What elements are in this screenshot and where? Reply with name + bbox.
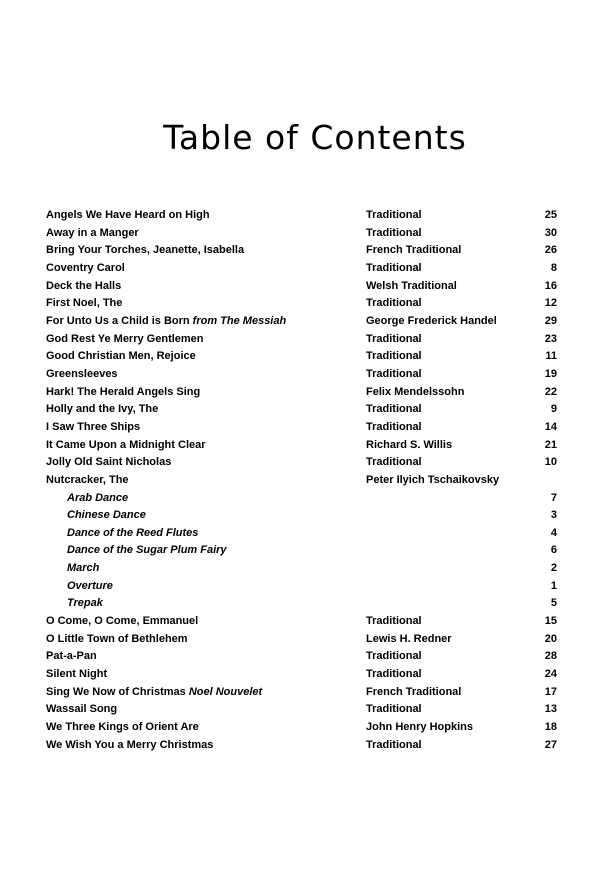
toc-row	[46, 507, 557, 525]
song-title: Overture	[67, 579, 113, 592]
song-title: Dance of the Sugar Plum Fairy	[67, 544, 227, 557]
song-composer: John Henry Hopkins	[366, 721, 473, 734]
song-page: 4	[550, 526, 557, 539]
song-composer: Richard S. Willis	[366, 438, 453, 451]
toc-row	[46, 207, 557, 225]
song-title-cell	[46, 666, 366, 684]
toc-row	[46, 472, 557, 490]
song-page: 20	[544, 632, 557, 645]
song-composer: Traditional	[366, 615, 422, 628]
song-composer: Peter Ilyich Tschaikovsky	[366, 473, 500, 486]
song-page: 5	[550, 597, 557, 610]
song-title: O Come, O Come, Emmanuel	[46, 615, 199, 628]
song-title-italic: from The Messiah	[189, 314, 287, 327]
song-composer: Traditional	[366, 209, 422, 221]
song-title-cell	[46, 207, 366, 225]
song-title-cell	[46, 490, 366, 508]
toc-row	[46, 401, 557, 419]
song-title-cell	[46, 366, 366, 384]
song-title: Chinese Dance	[67, 509, 146, 522]
song-page: 13	[544, 703, 557, 716]
song-page: 2	[550, 562, 557, 575]
toc-row	[46, 490, 557, 508]
song-composer: Felix Mendelssohn	[366, 385, 465, 398]
song-composer: Traditional	[366, 668, 422, 681]
song-composer: Traditional	[366, 297, 422, 310]
song-title-cell	[46, 560, 366, 578]
song-title: Arab Dance	[67, 491, 129, 504]
song-title-cell	[46, 260, 366, 278]
song-page: 29	[544, 314, 557, 327]
song-page: 22	[544, 385, 557, 398]
song-composer: Traditional	[366, 367, 422, 380]
song-title-cell	[46, 719, 366, 737]
song-page: 28	[544, 650, 557, 663]
song-title-cell	[46, 472, 366, 490]
song-page: 17	[544, 685, 557, 698]
song-title: Bring Your Torches, Jeanette, Isabella	[46, 244, 245, 257]
song-title-cell	[46, 242, 366, 260]
song-page: 24	[544, 668, 557, 681]
song-title-cell	[46, 595, 366, 613]
song-title: First Noel, The	[46, 297, 123, 310]
song-composer: French Traditional	[366, 244, 462, 257]
song-composer: Traditional	[366, 703, 422, 716]
song-title: Good Christian Men, Rejoice	[46, 350, 196, 363]
song-page: 21	[544, 438, 557, 451]
song-page: 6	[550, 544, 557, 557]
toc-row	[46, 331, 557, 349]
song-title: Trepak	[67, 597, 103, 610]
song-page: 11	[545, 350, 557, 363]
song-title: Sing We Now of Christmas	[46, 685, 186, 698]
toc-row	[46, 542, 557, 560]
song-title: Dance of the Reed Flutes	[67, 526, 199, 539]
song-page: 7	[550, 491, 557, 504]
song-page: 26	[544, 244, 557, 257]
toc-row	[46, 295, 557, 313]
song-composer: Traditional	[366, 226, 422, 239]
song-title-cell	[46, 278, 366, 296]
song-title: Away in a Manger	[46, 226, 139, 239]
toc-row	[46, 684, 557, 702]
song-composer: Traditional	[366, 456, 422, 469]
song-title: March	[67, 562, 100, 575]
song-title: For Unto Us a Child is Born	[46, 314, 190, 327]
song-title-cell	[46, 384, 366, 402]
song-composer: George Frederick Handel	[366, 314, 497, 327]
song-title-cell	[46, 648, 366, 666]
song-composer: Traditional	[366, 332, 422, 345]
song-title-cell	[46, 295, 366, 313]
song-title-cell	[46, 542, 366, 560]
toc-row	[46, 278, 557, 296]
song-title-cell	[46, 225, 366, 243]
song-title: We Three Kings of Orient Are	[46, 721, 199, 734]
song-title: Jolly Old Saint Nicholas	[46, 456, 172, 469]
song-title-cell	[46, 454, 366, 472]
song-title-cell	[46, 737, 366, 755]
song-composer: Traditional	[366, 403, 422, 416]
toc-row	[46, 260, 557, 278]
song-title-cell	[46, 701, 366, 719]
song-page: 19	[544, 367, 557, 380]
song-title: I Saw Three Ships	[46, 420, 141, 433]
song-title-cell	[46, 348, 366, 366]
toc-row	[46, 719, 557, 737]
toc-row	[46, 613, 557, 631]
song-page: 1	[550, 579, 557, 592]
song-composer: Traditional	[366, 650, 422, 663]
song-page: 12	[544, 297, 557, 310]
song-title: Pat-a-Pan	[46, 650, 97, 663]
song-composer: Traditional	[366, 261, 422, 274]
song-page: 9	[550, 403, 557, 416]
song-title: Silent Night	[46, 668, 108, 681]
song-page: 8	[550, 261, 557, 274]
song-page: 14	[544, 420, 557, 433]
song-title: O Little Town of Bethlehem	[46, 632, 188, 645]
song-page: 10	[544, 456, 557, 469]
song-title-cell	[46, 419, 366, 437]
song-page: 30	[544, 226, 557, 239]
song-page: 27	[544, 738, 557, 751]
toc-row	[46, 648, 557, 666]
song-page: 3	[550, 509, 557, 522]
song-title-italic: Noel Nouvelet	[185, 685, 263, 698]
song-title: We Wish You a Merry Christmas	[46, 738, 214, 751]
page-title: Table of Contents	[163, 118, 467, 157]
toc-row	[46, 242, 557, 260]
song-title-cell	[46, 507, 366, 525]
song-page: 23	[544, 332, 557, 345]
toc-row	[46, 313, 557, 331]
toc-row	[46, 225, 557, 243]
song-page: 25	[544, 209, 557, 221]
toc-row	[46, 595, 557, 613]
song-composer: Traditional	[366, 350, 422, 363]
song-title: Coventry Carol	[46, 261, 125, 274]
song-title: Hark! The Herald Angels Sing	[46, 385, 201, 398]
song-title-cell	[46, 331, 366, 349]
song-title-cell	[46, 437, 366, 455]
song-title-cell	[46, 684, 366, 702]
toc-row	[46, 525, 557, 543]
song-page: 15	[544, 615, 557, 628]
song-composer: Traditional	[366, 738, 422, 751]
song-composer: Welsh Traditional	[366, 279, 457, 292]
song-page: 18	[544, 721, 557, 734]
toc-row	[46, 384, 557, 402]
song-title-cell	[46, 525, 366, 543]
song-title: Nutcracker, The	[46, 473, 129, 486]
song-title-cell	[46, 578, 366, 596]
song-title: Wassail Song	[46, 703, 118, 716]
song-title: Holly and the Ivy, The	[46, 403, 159, 416]
song-title: Deck the Halls	[46, 279, 122, 292]
song-title: Angels We Have Heard on High	[46, 209, 210, 221]
song-title-cell	[46, 313, 366, 331]
toc-row	[46, 348, 557, 366]
song-title: God Rest Ye Merry Gentlemen	[46, 332, 204, 345]
song-title: Greensleeves	[46, 367, 118, 380]
song-page: 16	[544, 279, 557, 292]
toc-row	[46, 631, 557, 649]
toc-row	[46, 666, 557, 684]
toc-row	[46, 454, 557, 472]
toc-row	[46, 419, 557, 437]
song-title: It Came Upon a Midnight Clear	[46, 438, 206, 451]
toc-row	[46, 737, 557, 755]
toc-row	[46, 578, 557, 596]
song-composer: Lewis H. Redner	[366, 632, 452, 645]
song-title-cell	[46, 613, 366, 631]
toc-row	[46, 701, 557, 719]
song-composer: French Traditional	[366, 685, 462, 698]
toc-list	[46, 207, 557, 754]
toc-row	[46, 560, 557, 578]
toc-row	[46, 437, 557, 455]
song-title-cell	[46, 631, 366, 649]
toc-row	[46, 366, 557, 384]
song-composer: Traditional	[366, 420, 422, 433]
song-title-cell	[46, 401, 366, 419]
